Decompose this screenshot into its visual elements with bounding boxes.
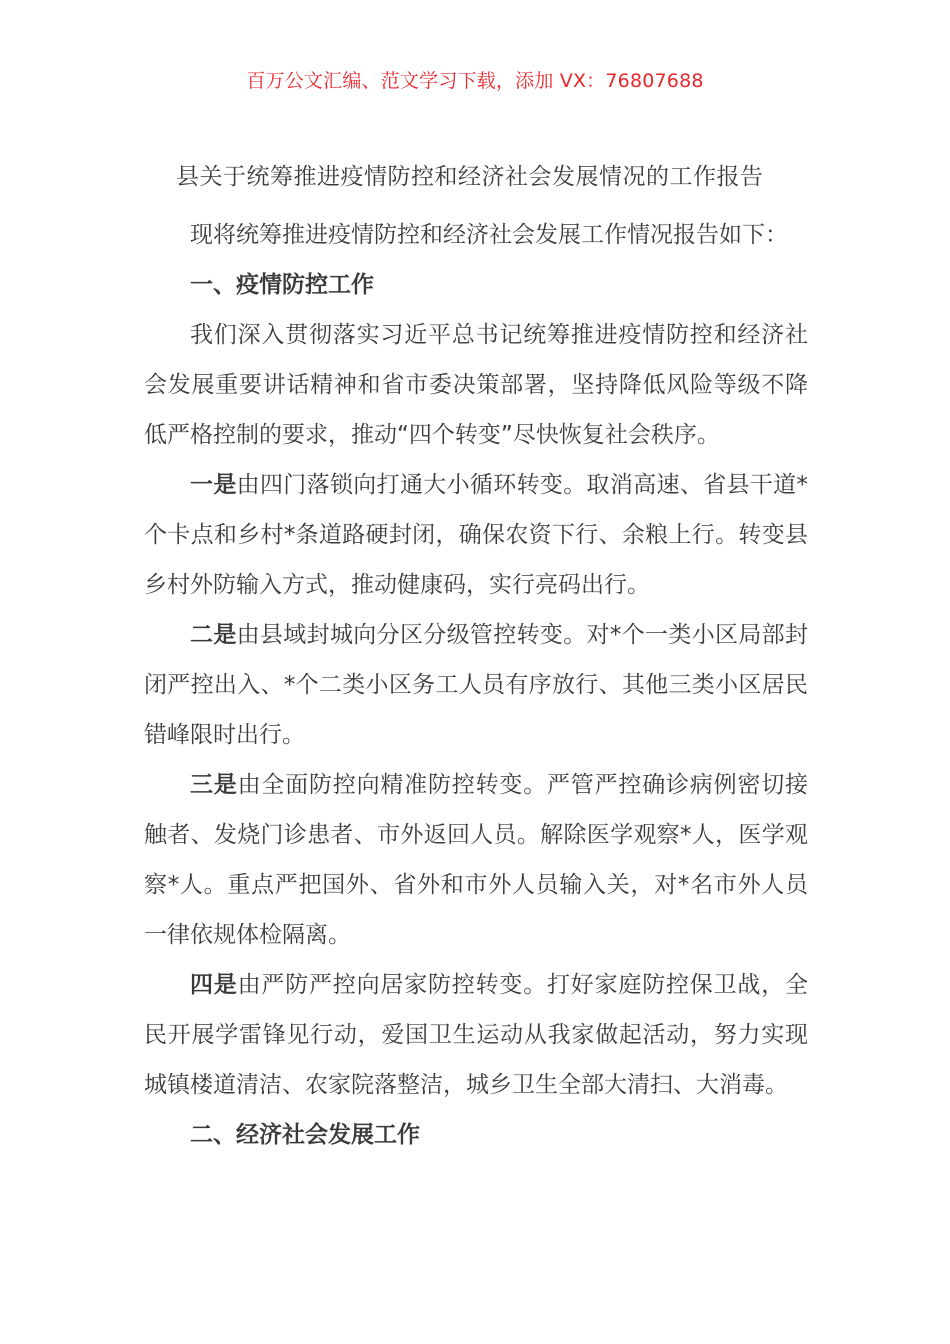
section-heading-2: 二、经济社会发展工作 xyxy=(190,1122,420,1148)
measure-paragraph-1 xyxy=(144,460,808,610)
document-title: 县关于统筹推进疫情防控和经济社会发展情况的工作报告 xyxy=(176,164,764,190)
measure-paragraph-3 xyxy=(144,760,808,960)
intro-paragraph: 现将统筹推进疫情防控和经济社会发展工作情况报告如下： xyxy=(190,222,788,248)
measure-lead: 一是 xyxy=(190,472,237,498)
section-heading-1: 一、疫情防控工作 xyxy=(190,272,374,298)
watermark-banner: 百万公文汇编、范文学习下载，添加 VX：76807688 xyxy=(246,70,704,92)
measure-lead: 四是 xyxy=(190,972,238,998)
measure-text: 由严防严控向居家防控转变。打好家庭防控保卫战，全民开展学雷锋见行动，爱国卫生运动从我家做起活动，努力实现城镇楼道清洁、农家院落整洁，城乡卫生全部大清扫、大消毒。 xyxy=(144,972,809,1098)
measure-paragraph-4 xyxy=(144,960,808,1110)
measure-text: 由全面防控向精准防控转变。严管严控确诊病例密切接触者、发烧门诊患者、市外返回人员。解除医学观察*人，医学观察*人。重点严把国外、省外和市外人员输入关，对*名市外人员一律依规体检隔离。 xyxy=(144,772,809,948)
section-1-summary: 我们深入贯彻落实习近平总书记统筹推进疫情防控和经济社会发展重要讲话精神和省市委决策部署，坚持降低风险等级不降低严格控制的要求，推动“四个转变”尽快恢复社会秩序。 xyxy=(144,322,808,448)
measure-text: 由县域封城向分区分级管控转变。对*个一类小区局部封闭严控出入、*个二类小区务工人员有序放行、其他三类小区居民错峰限时出行。 xyxy=(144,622,809,748)
measure-paragraph-2 xyxy=(144,610,808,760)
document-body xyxy=(144,210,808,1160)
measure-lead: 三是 xyxy=(190,772,238,798)
measure-text: 由四门落锁向打通大小循环转变。取消高速、省县干道*个卡点和乡村*条道路硬封闭，确保农资下行、余粮上行。转变县乡村外防输入方式，推动健康码，实行亮码出行。 xyxy=(144,472,809,598)
measure-lead: 二是 xyxy=(190,622,237,648)
